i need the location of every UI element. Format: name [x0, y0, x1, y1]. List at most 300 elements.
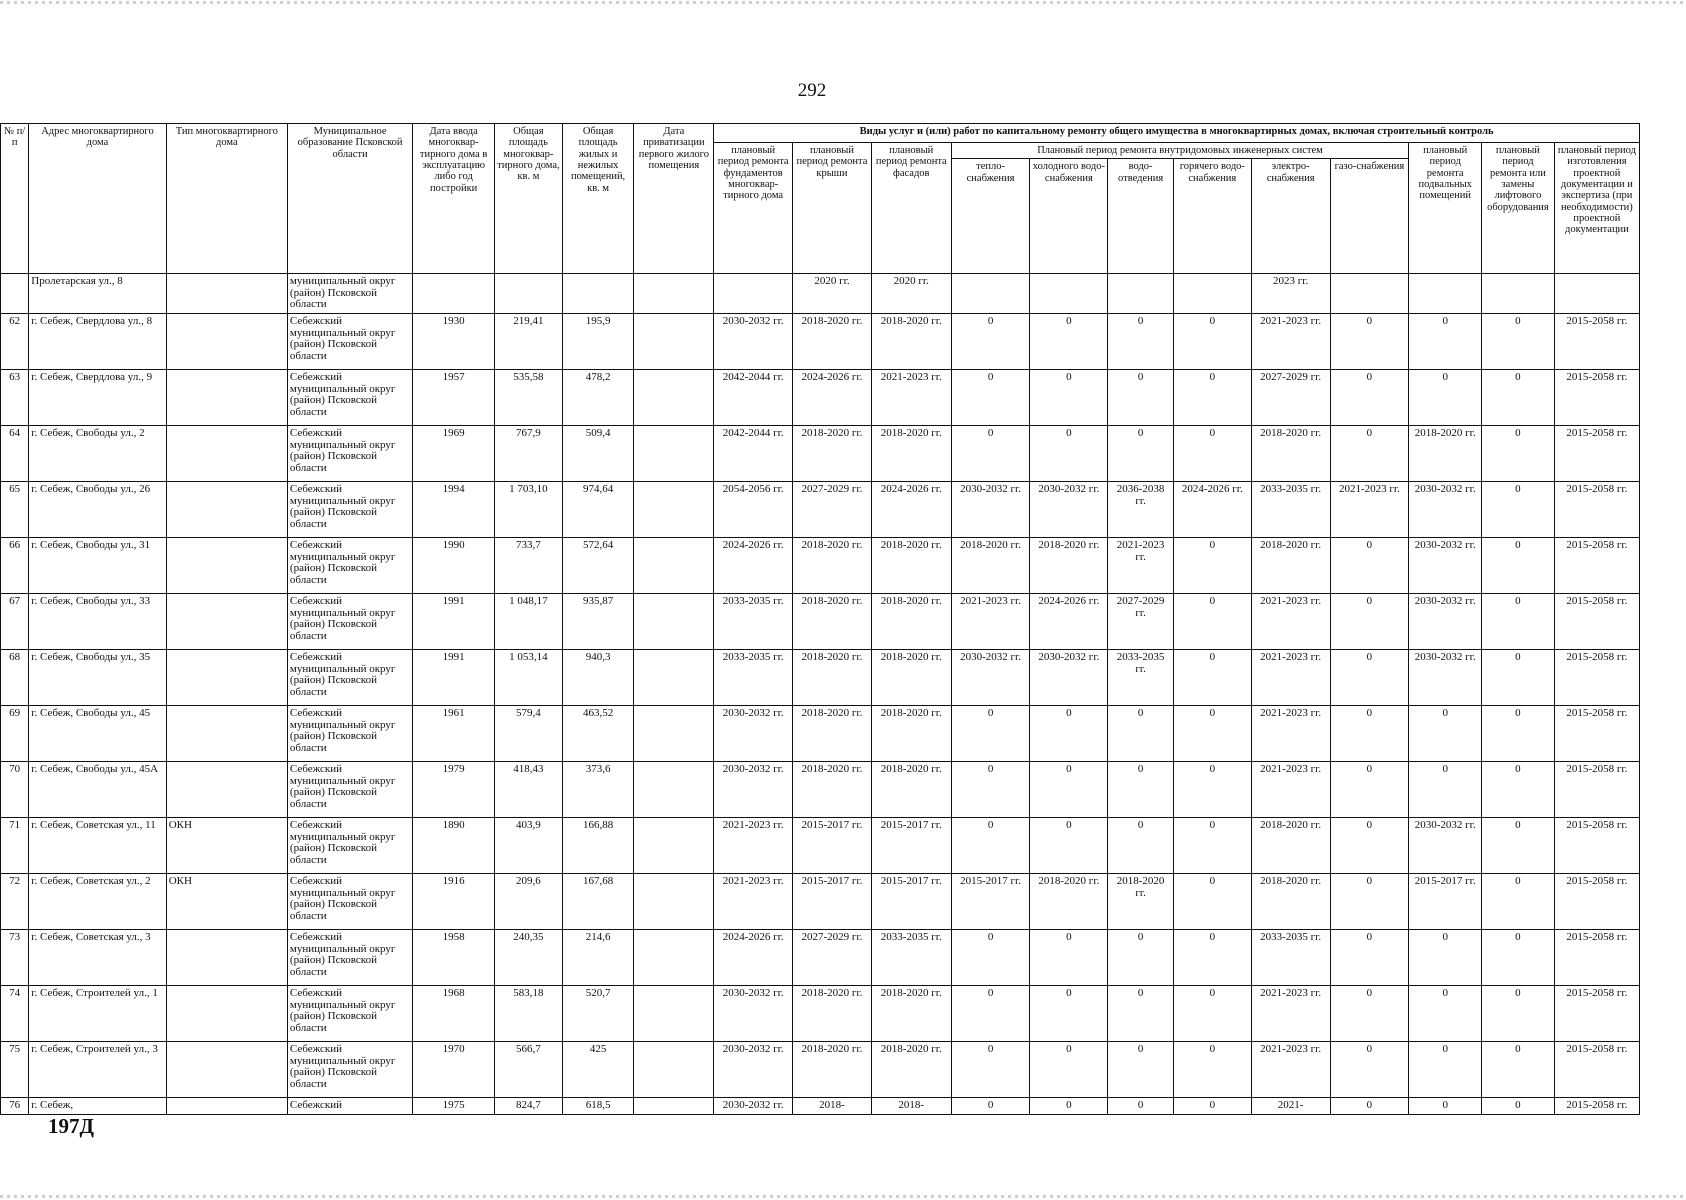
cell-year: 1969 — [413, 426, 495, 482]
cell-num: 68 — [1, 650, 29, 706]
cell-foundation: 2024-2026 гг. — [714, 930, 793, 986]
cell-sewer: 2036-2038 гг. — [1108, 482, 1174, 538]
cell-electric: 2021-2023 гг. — [1251, 314, 1330, 370]
table-row — [1, 1098, 1640, 1115]
cell-address: г. Себеж, Советская ул., 2 — [29, 874, 166, 930]
header-privatization-date: Дата приватизации первого жилого помещения — [634, 124, 714, 274]
cell-facade: 2018-2020 гг. — [871, 986, 951, 1042]
table-row-continued — [1, 274, 1640, 314]
cell-facade: 2018- — [871, 1098, 951, 1115]
cell-foundation: 2054-2056 гг. — [714, 482, 793, 538]
cell-gas: 0 — [1330, 818, 1409, 874]
cell-type — [166, 986, 287, 1042]
cell-cold-water: 2030-2032 гг. — [1030, 650, 1108, 706]
cell-living-area: 214,6 — [562, 930, 634, 986]
cell-living-area: 618,5 — [562, 1098, 634, 1115]
cell-design: 2015-2058 гг. — [1554, 930, 1639, 986]
cell-total-area — [495, 274, 563, 314]
cell-design: 2015-2058 гг. — [1554, 594, 1639, 650]
cell-sewer: 2027-2029 гг. — [1108, 594, 1174, 650]
table-row — [1, 370, 1640, 426]
cell-privatization — [634, 1098, 714, 1115]
cell-privatization — [634, 762, 714, 818]
cell-num: 72 — [1, 874, 29, 930]
cell-num: 63 — [1, 370, 29, 426]
cell-design: 2015-2058 гг. — [1554, 874, 1639, 930]
cell-heat: 0 — [951, 1042, 1030, 1098]
document-code: 197Д — [48, 1114, 94, 1138]
cell-elevator: 0 — [1482, 426, 1555, 482]
header-type: Тип многоквартирного дома — [166, 124, 287, 274]
cell-hot-water: 0 — [1173, 538, 1251, 594]
cell-electric: 2033-2035 гг. — [1251, 482, 1330, 538]
cell-num: 66 — [1, 538, 29, 594]
cell-heat: 0 — [951, 370, 1030, 426]
cell-cold-water: 0 — [1030, 426, 1108, 482]
cell-municipality: Себежский муниципальный округ (район) Псковской области — [287, 482, 412, 538]
cell-facade: 2018-2020 гг. — [871, 314, 951, 370]
cell-living-area: 935,87 — [562, 594, 634, 650]
cell-gas: 0 — [1330, 650, 1409, 706]
cell-electric: 2021-2023 гг. — [1251, 650, 1330, 706]
cell-basement: 0 — [1409, 706, 1482, 762]
cell-sewer: 0 — [1108, 1098, 1174, 1115]
cell-sewer: 0 — [1108, 986, 1174, 1042]
cell-hot-water: 0 — [1173, 874, 1251, 930]
cell-year — [413, 274, 495, 314]
cell-electric: 2027-2029 гг. — [1251, 370, 1330, 426]
table-row — [1, 986, 1640, 1042]
cell-total-area: 566,7 — [495, 1042, 563, 1098]
cell-elevator: 0 — [1482, 314, 1555, 370]
cell-basement: 2018-2020 гг. — [1409, 426, 1482, 482]
cell-living-area — [562, 274, 634, 314]
cell-municipality: Себежский муниципальный округ (район) Псковской области — [287, 426, 412, 482]
cell-sewer — [1108, 274, 1174, 314]
cell-hot-water: 0 — [1173, 818, 1251, 874]
cell-living-area: 572,64 — [562, 538, 634, 594]
cell-year: 1961 — [413, 706, 495, 762]
cell-foundation: 2030-2032 гг. — [714, 314, 793, 370]
cell-address: г. Себеж, Свободы ул., 26 — [29, 482, 166, 538]
cell-gas — [1330, 274, 1409, 314]
cell-elevator: 0 — [1482, 706, 1555, 762]
cell-total-area: 583,18 — [495, 986, 563, 1042]
cell-roof: 2018-2020 гг. — [793, 1042, 872, 1098]
cell-electric: 2021-2023 гг. — [1251, 594, 1330, 650]
cell-gas: 0 — [1330, 706, 1409, 762]
cell-municipality: муниципальный округ (район) Псковской области — [287, 274, 412, 314]
cell-sewer: 0 — [1108, 818, 1174, 874]
cell-basement: 2030-2032 гг. — [1409, 482, 1482, 538]
cell-municipality: Себежский муниципальный округ (район) Псковской области — [287, 874, 412, 930]
cell-privatization — [634, 482, 714, 538]
header-systems-group: Плановый период ремонта внутридомовых инженерных систем — [951, 143, 1409, 159]
cell-roof: 2020 гг. — [793, 274, 872, 314]
cell-living-area: 167,68 — [562, 874, 634, 930]
cell-sewer: 0 — [1108, 1042, 1174, 1098]
cell-num: 76 — [1, 1098, 29, 1115]
cell-num: 71 — [1, 818, 29, 874]
cell-total-area: 579,4 — [495, 706, 563, 762]
cell-privatization — [634, 370, 714, 426]
cell-address: г. Себеж, Свердлова ул., 8 — [29, 314, 166, 370]
header-living-area: Общая площадь жилых и нежилых помещений, кв. м — [562, 124, 634, 274]
cell-total-area: 418,43 — [495, 762, 563, 818]
cell-roof: 2018-2020 гг. — [793, 594, 872, 650]
cell-elevator: 0 — [1482, 818, 1555, 874]
cell-cold-water: 0 — [1030, 818, 1108, 874]
cell-sewer: 0 — [1108, 370, 1174, 426]
cell-total-area: 733,7 — [495, 538, 563, 594]
cell-living-area: 195,9 — [562, 314, 634, 370]
cell-electric: 2033-2035 гг. — [1251, 930, 1330, 986]
cell-foundation: 2021-2023 гг. — [714, 818, 793, 874]
scan-edge-bottom — [0, 1195, 1686, 1198]
cell-type — [166, 762, 287, 818]
cell-heat: 0 — [951, 818, 1030, 874]
cell-electric: 2018-2020 гг. — [1251, 538, 1330, 594]
cell-privatization — [634, 650, 714, 706]
cell-heat: 2021-2023 гг. — [951, 594, 1030, 650]
cell-design: 2015-2058 гг. — [1554, 650, 1639, 706]
cell-roof: 2018-2020 гг. — [793, 706, 872, 762]
cell-elevator: 0 — [1482, 1042, 1555, 1098]
cell-address: г. Себеж, Строителей ул., 1 — [29, 986, 166, 1042]
header-num: № п/п — [1, 124, 29, 274]
cell-hot-water: 0 — [1173, 594, 1251, 650]
cell-total-area: 240,35 — [495, 930, 563, 986]
cell-electric: 2021-2023 гг. — [1251, 986, 1330, 1042]
header-sewer: водо-отведения — [1108, 159, 1174, 274]
cell-privatization — [634, 1042, 714, 1098]
cell-heat: 0 — [951, 706, 1030, 762]
cell-hot-water: 0 — [1173, 930, 1251, 986]
cell-foundation: 2042-2044 гг. — [714, 426, 793, 482]
cell-electric: 2018-2020 гг. — [1251, 874, 1330, 930]
cell-facade: 2033-2035 гг. — [871, 930, 951, 986]
cell-foundation: 2030-2032 гг. — [714, 1098, 793, 1115]
cell-basement: 2030-2032 гг. — [1409, 818, 1482, 874]
cell-total-area: 535,58 — [495, 370, 563, 426]
cell-address: г. Себеж, Советская ул., 11 — [29, 818, 166, 874]
table-row — [1, 1042, 1640, 1098]
cell-cold-water: 2030-2032 гг. — [1030, 482, 1108, 538]
cell-address: г. Себеж, — [29, 1098, 166, 1115]
cell-roof: 2024-2026 гг. — [793, 370, 872, 426]
cell-elevator — [1482, 274, 1555, 314]
header-total-area: Общая площадь многоквар-тирного дома, кв. м — [495, 124, 563, 274]
cell-address: г. Себеж, Советская ул., 3 — [29, 930, 166, 986]
cell-gas: 2021-2023 гг. — [1330, 482, 1409, 538]
cell-type — [166, 1098, 287, 1115]
cell-sewer: 2021-2023 гг. — [1108, 538, 1174, 594]
cell-cold-water — [1030, 274, 1108, 314]
cell-design: 2015-2058 гг. — [1554, 426, 1639, 482]
table-row — [1, 874, 1640, 930]
cell-type — [166, 706, 287, 762]
cell-roof: 2018-2020 гг. — [793, 538, 872, 594]
cell-type — [166, 314, 287, 370]
cell-year: 1991 — [413, 650, 495, 706]
table-row — [1, 482, 1640, 538]
cell-living-area: 940,3 — [562, 650, 634, 706]
cell-roof: 2018-2020 гг. — [793, 426, 872, 482]
cell-basement: 0 — [1409, 930, 1482, 986]
cell-design: 2015-2058 гг. — [1554, 762, 1639, 818]
cell-year: 1958 — [413, 930, 495, 986]
header-roof: плановый период ремонта крыши — [793, 143, 872, 274]
cell-heat: 0 — [951, 426, 1030, 482]
header-foundation: плановый период ремонта фундаментов многоквар-тирного дома — [714, 143, 793, 274]
cell-municipality: Себежский муниципальный округ (район) Псковской области — [287, 650, 412, 706]
cell-gas: 0 — [1330, 762, 1409, 818]
cell-foundation: 2033-2035 гг. — [714, 594, 793, 650]
cell-cold-water: 0 — [1030, 762, 1108, 818]
cell-gas: 0 — [1330, 538, 1409, 594]
cell-elevator: 0 — [1482, 930, 1555, 986]
cell-living-area: 425 — [562, 1042, 634, 1098]
cell-elevator: 0 — [1482, 594, 1555, 650]
table-row — [1, 314, 1640, 370]
cell-facade: 2018-2020 гг. — [871, 538, 951, 594]
cell-type — [166, 370, 287, 426]
cell-basement — [1409, 274, 1482, 314]
cell-municipality: Себежский муниципальный округ (район) Псковской области — [287, 594, 412, 650]
cell-elevator: 0 — [1482, 538, 1555, 594]
scan-edge-top — [0, 1, 1686, 4]
header-basement: плановый период ремонта подвальных помещений — [1409, 143, 1482, 274]
cell-hot-water: 0 — [1173, 986, 1251, 1042]
table-row — [1, 650, 1640, 706]
cell-cold-water: 0 — [1030, 314, 1108, 370]
cell-basement: 2030-2032 гг. — [1409, 538, 1482, 594]
cell-municipality: Себежский муниципальный округ (район) Псковской области — [287, 538, 412, 594]
cell-privatization — [634, 874, 714, 930]
cell-facade: 2015-2017 гг. — [871, 874, 951, 930]
cell-heat: 0 — [951, 1098, 1030, 1115]
cell-roof: 2018-2020 гг. — [793, 762, 872, 818]
cell-sewer: 0 — [1108, 706, 1174, 762]
capital-repair-table — [0, 123, 1640, 1115]
cell-sewer: 0 — [1108, 762, 1174, 818]
cell-privatization — [634, 594, 714, 650]
cell-municipality: Себежский муниципальный округ (район) Псковской области — [287, 706, 412, 762]
cell-design: 2015-2058 гг. — [1554, 986, 1639, 1042]
table-row — [1, 426, 1640, 482]
cell-sewer: 2033-2035 гг. — [1108, 650, 1174, 706]
cell-roof: 2027-2029 гг. — [793, 482, 872, 538]
table-row — [1, 818, 1640, 874]
cell-type — [166, 426, 287, 482]
header-electric: электро-снабжения — [1251, 159, 1330, 274]
cell-gas: 0 — [1330, 370, 1409, 426]
cell-elevator: 0 — [1482, 370, 1555, 426]
cell-num: 69 — [1, 706, 29, 762]
header-gas: газо-снабжения — [1330, 159, 1409, 274]
cell-address: г. Себеж, Строителей ул., 3 — [29, 1042, 166, 1098]
cell-municipality: Себежский муниципальный округ (район) Псковской области — [287, 930, 412, 986]
cell-municipality: Себежский муниципальный округ (район) Псковской области — [287, 818, 412, 874]
cell-basement: 2030-2032 гг. — [1409, 594, 1482, 650]
table-body — [1, 274, 1640, 1115]
cell-address: г. Себеж, Свободы ул., 2 — [29, 426, 166, 482]
cell-facade: 2015-2017 гг. — [871, 818, 951, 874]
cell-total-area: 209,6 — [495, 874, 563, 930]
cell-design: 2015-2058 гг. — [1554, 1042, 1639, 1098]
cell-sewer: 0 — [1108, 930, 1174, 986]
cell-gas: 0 — [1330, 314, 1409, 370]
cell-hot-water: 0 — [1173, 426, 1251, 482]
cell-total-area: 219,41 — [495, 314, 563, 370]
cell-basement: 0 — [1409, 370, 1482, 426]
cell-basement: 0 — [1409, 1042, 1482, 1098]
cell-basement: 0 — [1409, 762, 1482, 818]
cell-foundation: 2021-2023 гг. — [714, 874, 793, 930]
cell-num: 75 — [1, 1042, 29, 1098]
cell-privatization — [634, 538, 714, 594]
cell-electric: 2018-2020 гг. — [1251, 818, 1330, 874]
cell-year: 1930 — [413, 314, 495, 370]
cell-basement: 0 — [1409, 1098, 1482, 1115]
cell-roof: 2018-2020 гг. — [793, 650, 872, 706]
cell-total-area: 1 053,14 — [495, 650, 563, 706]
cell-design: 2015-2058 гг. — [1554, 370, 1639, 426]
cell-privatization — [634, 986, 714, 1042]
header-address: Адрес многоквартирного дома — [29, 124, 166, 274]
cell-foundation: 2030-2032 гг. — [714, 706, 793, 762]
cell-municipality: Себежский муниципальный округ (район) Псковской области — [287, 986, 412, 1042]
cell-living-area: 509,4 — [562, 426, 634, 482]
cell-address: г. Себеж, Свободы ул., 33 — [29, 594, 166, 650]
cell-electric: 2021-2023 гг. — [1251, 706, 1330, 762]
cell-type — [166, 538, 287, 594]
header-elevator: плановый период ремонта или замены лифтового оборудования — [1482, 143, 1555, 274]
cell-foundation: 2042-2044 гг. — [714, 370, 793, 426]
cell-heat: 0 — [951, 762, 1030, 818]
cell-gas: 0 — [1330, 594, 1409, 650]
table-row — [1, 930, 1640, 986]
cell-living-area: 974,64 — [562, 482, 634, 538]
cell-heat — [951, 274, 1030, 314]
cell-address: г. Себеж, Свободы ул., 31 — [29, 538, 166, 594]
cell-num: 74 — [1, 986, 29, 1042]
cell-elevator: 0 — [1482, 986, 1555, 1042]
cell-facade: 2018-2020 гг. — [871, 706, 951, 762]
cell-address: г. Себеж, Свободы ул., 45А — [29, 762, 166, 818]
cell-facade: 2024-2026 гг. — [871, 482, 951, 538]
cell-living-area: 520,7 — [562, 986, 634, 1042]
cell-roof: 2018- — [793, 1098, 872, 1115]
cell-hot-water: 0 — [1173, 314, 1251, 370]
cell-cold-water: 0 — [1030, 370, 1108, 426]
cell-heat: 2030-2032 гг. — [951, 650, 1030, 706]
cell-municipality: Себежский муниципальный округ (район) Псковской области — [287, 370, 412, 426]
cell-year: 1957 — [413, 370, 495, 426]
cell-num: 73 — [1, 930, 29, 986]
header-commission-date: Дата ввода многоквар-тирного дома в эксплуатацию либо год постройки — [413, 124, 495, 274]
cell-elevator: 0 — [1482, 482, 1555, 538]
header-municipality: Муниципальное образование Псковской области — [287, 124, 412, 274]
cell-hot-water: 0 — [1173, 370, 1251, 426]
cell-privatization — [634, 314, 714, 370]
cell-electric: 2018-2020 гг. — [1251, 426, 1330, 482]
cell-total-area: 1 703,10 — [495, 482, 563, 538]
cell-facade: 2018-2020 гг. — [871, 594, 951, 650]
cell-cold-water: 0 — [1030, 1098, 1108, 1115]
cell-design: 2015-2058 гг. — [1554, 538, 1639, 594]
cell-basement: 0 — [1409, 314, 1482, 370]
cell-type — [166, 482, 287, 538]
cell-cold-water: 0 — [1030, 1042, 1108, 1098]
cell-elevator: 0 — [1482, 762, 1555, 818]
cell-design: 2015-2058 гг. — [1554, 1098, 1639, 1115]
cell-elevator: 0 — [1482, 1098, 1555, 1115]
cell-gas: 0 — [1330, 426, 1409, 482]
cell-roof: 2015-2017 гг. — [793, 818, 872, 874]
cell-year: 1991 — [413, 594, 495, 650]
cell-facade: 2018-2020 гг. — [871, 426, 951, 482]
cell-num: 62 — [1, 314, 29, 370]
cell-type: ОКН — [166, 818, 287, 874]
cell-num — [1, 274, 29, 314]
cell-privatization — [634, 706, 714, 762]
cell-elevator: 0 — [1482, 650, 1555, 706]
header-facade: плановый период ремонта фасадов — [871, 143, 951, 274]
cell-foundation: 2030-2032 гг. — [714, 762, 793, 818]
cell-roof: 2018-2020 гг. — [793, 314, 872, 370]
cell-cold-water: 0 — [1030, 986, 1108, 1042]
cell-electric: 2021-2023 гг. — [1251, 1042, 1330, 1098]
cell-num: 70 — [1, 762, 29, 818]
cell-facade: 2020 гг. — [871, 274, 951, 314]
cell-basement: 2015-2017 гг. — [1409, 874, 1482, 930]
cell-municipality: Себежский муниципальный округ (район) Псковской области — [287, 1042, 412, 1098]
cell-year: 1990 — [413, 538, 495, 594]
cell-year: 1970 — [413, 1042, 495, 1098]
cell-privatization — [634, 818, 714, 874]
cell-municipality: Себежский муниципальный округ (район) Псковской области — [287, 314, 412, 370]
cell-num: 67 — [1, 594, 29, 650]
cell-basement: 0 — [1409, 986, 1482, 1042]
cell-facade: 2018-2020 гг. — [871, 650, 951, 706]
cell-facade: 2018-2020 гг. — [871, 1042, 951, 1098]
cell-hot-water: 0 — [1173, 650, 1251, 706]
cell-cold-water: 2018-2020 гг. — [1030, 874, 1108, 930]
cell-sewer: 0 — [1108, 314, 1174, 370]
cell-address: Пролетарская ул., 8 — [29, 274, 166, 314]
cell-basement: 2030-2032 гг. — [1409, 650, 1482, 706]
cell-sewer: 0 — [1108, 426, 1174, 482]
cell-foundation: 2024-2026 гг. — [714, 538, 793, 594]
cell-heat: 0 — [951, 314, 1030, 370]
cell-type — [166, 930, 287, 986]
table-row — [1, 762, 1640, 818]
cell-hot-water — [1173, 274, 1251, 314]
cell-foundation: 2033-2035 гг. — [714, 650, 793, 706]
cell-cold-water: 2024-2026 гг. — [1030, 594, 1108, 650]
cell-hot-water: 2024-2026 гг. — [1173, 482, 1251, 538]
cell-cold-water: 2018-2020 гг. — [1030, 538, 1108, 594]
cell-hot-water: 0 — [1173, 762, 1251, 818]
cell-gas: 0 — [1330, 986, 1409, 1042]
cell-living-area: 373,6 — [562, 762, 634, 818]
cell-hot-water: 0 — [1173, 1042, 1251, 1098]
cell-heat: 0 — [951, 986, 1030, 1042]
cell-heat: 2018-2020 гг. — [951, 538, 1030, 594]
cell-electric: 2021-2023 гг. — [1251, 762, 1330, 818]
cell-design — [1554, 274, 1639, 314]
